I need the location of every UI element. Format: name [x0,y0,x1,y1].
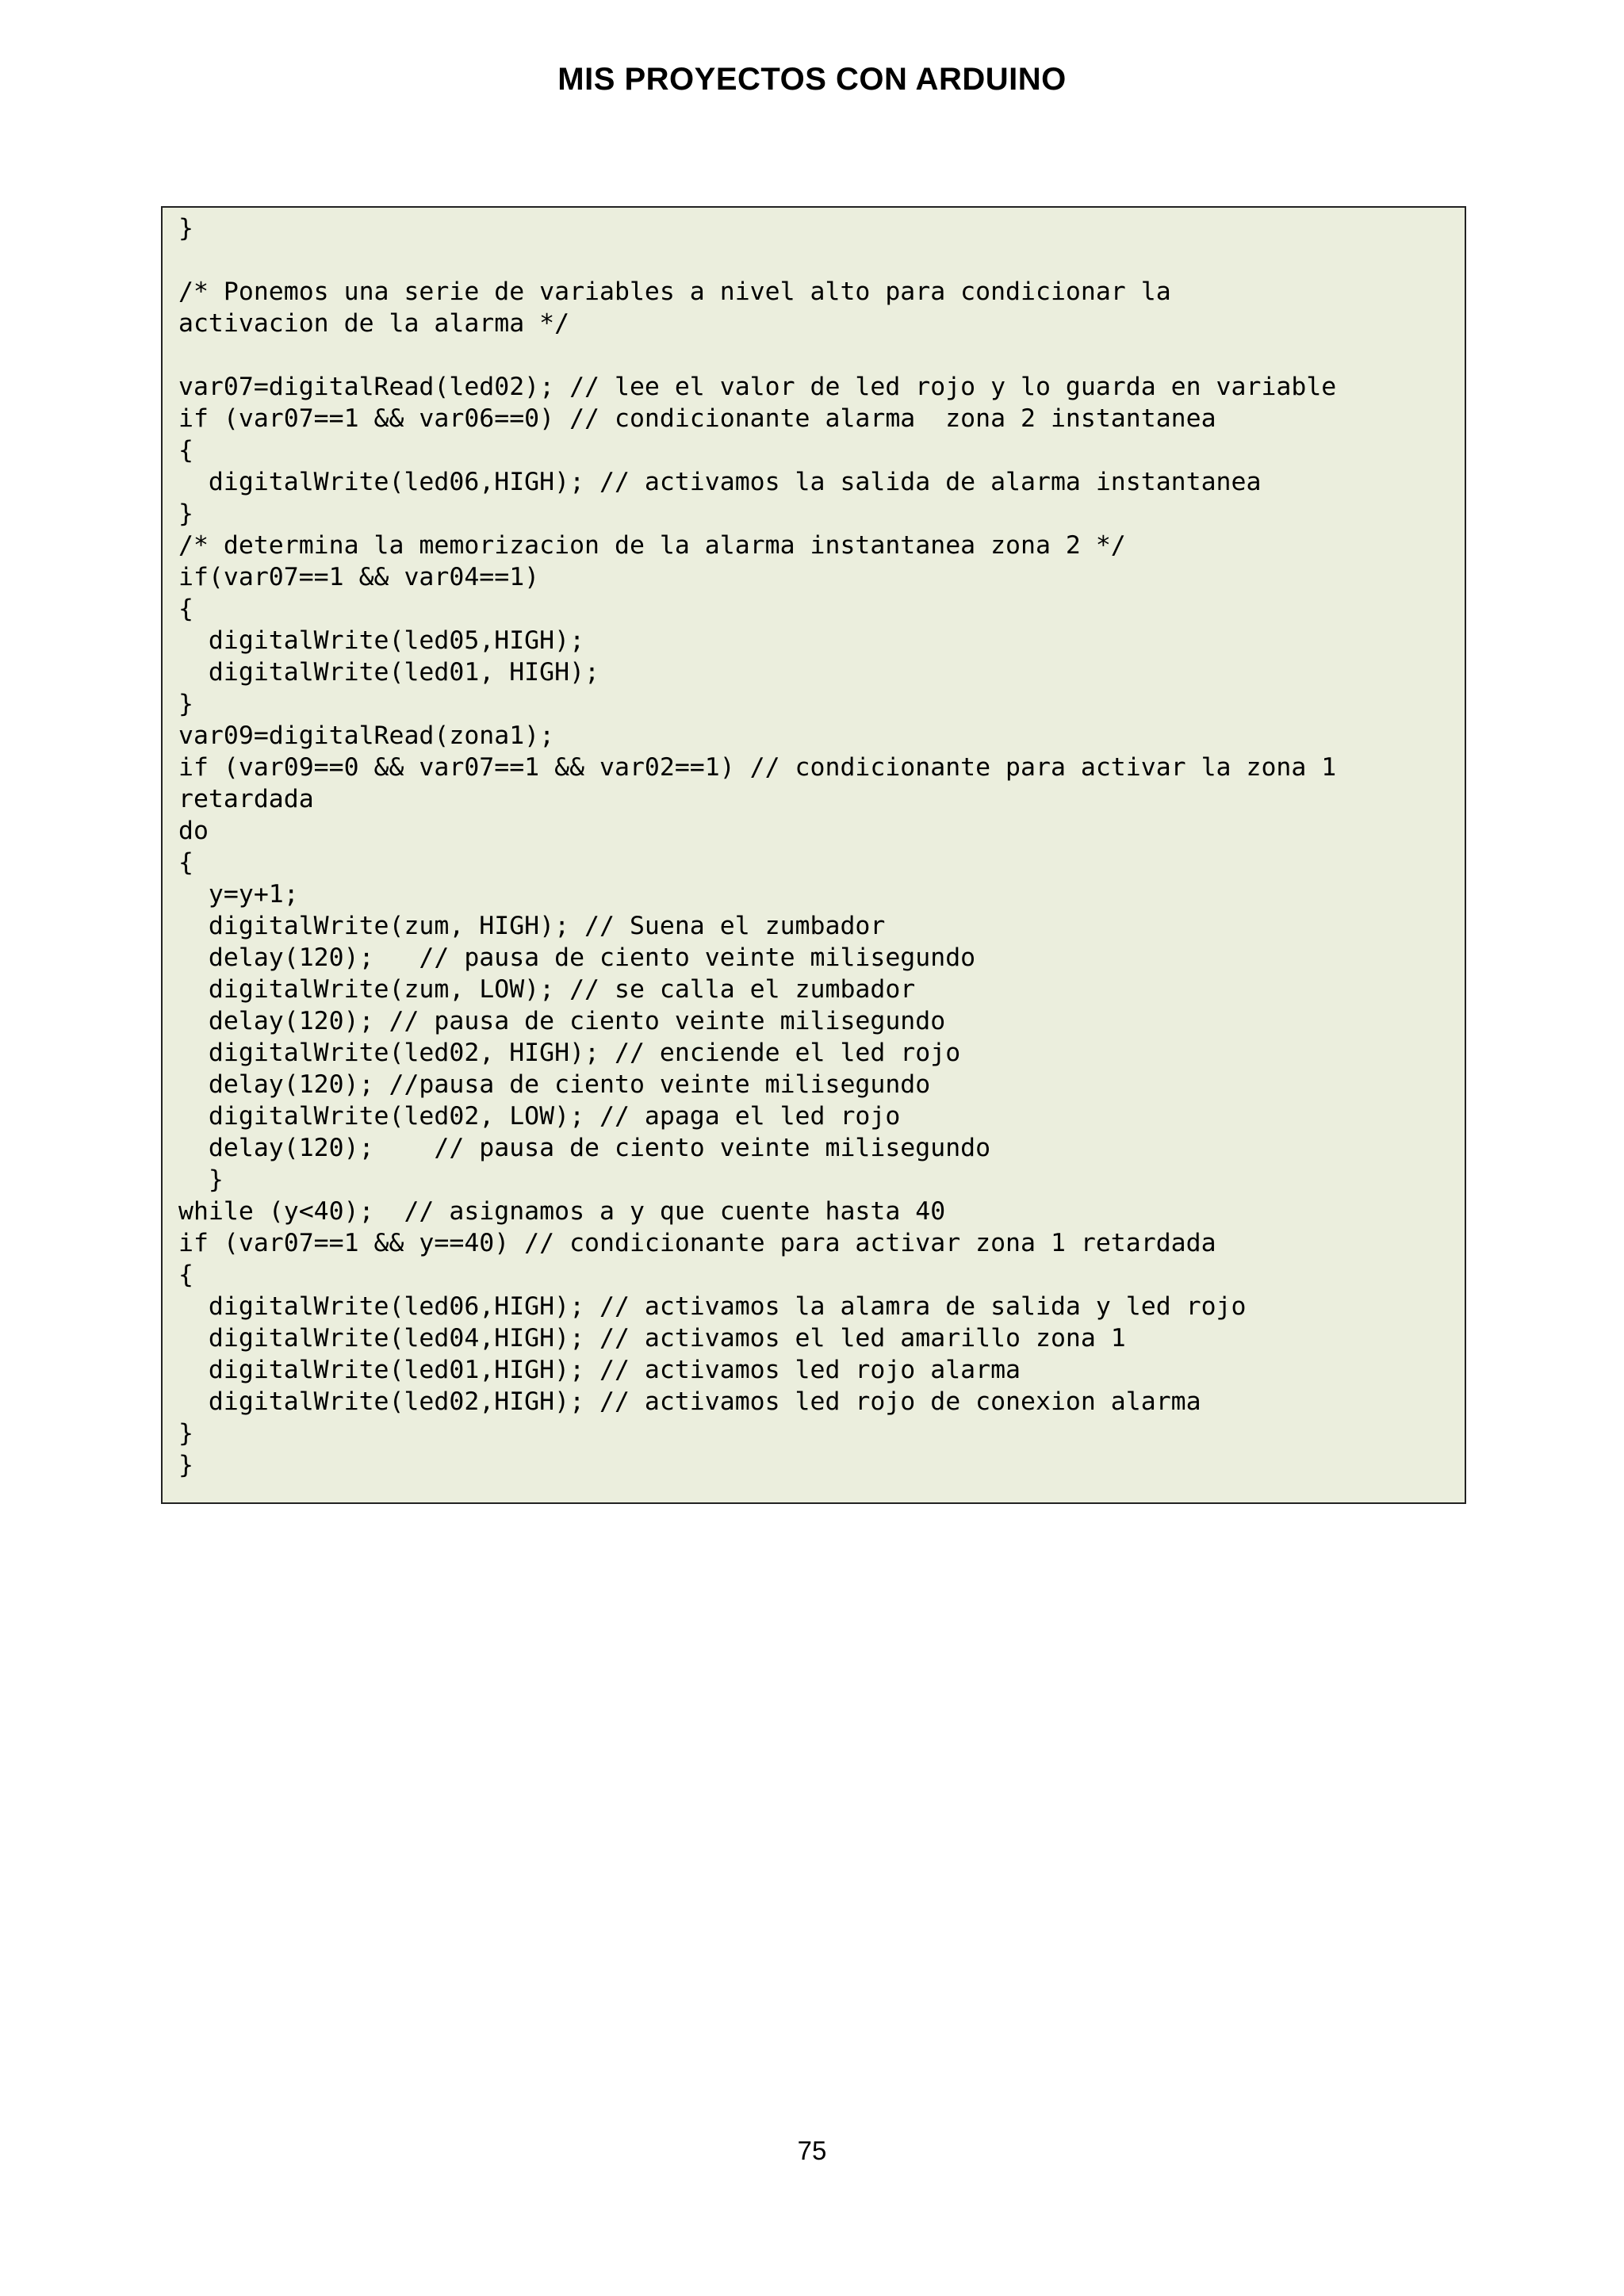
code-line: digitalWrite(led02, LOW); // apaga el led rojo [178,1102,901,1131]
code-line: } [178,214,193,243]
code-line: y=y+1; [178,880,299,909]
code-line: digitalWrite(zum, HIGH); // Suena el zumbador [178,912,886,940]
code-line: var09=digitalRead(zona1); [178,721,555,750]
code-line [178,339,1465,371]
code-line: } [178,1419,193,1448]
code-line: digitalWrite(zum, LOW); // se calla el zumbador [178,975,916,1004]
code-line: } [178,690,193,718]
code-line: digitalWrite(led02,HIGH); // activamos led rojo de conexion alarma [178,1387,1201,1416]
code-line: retardada [178,785,314,813]
code-line: if (var07==1 && var06==0) // condicionante alarma zona 2 instantanea [178,404,1216,433]
code-line: { [178,848,193,877]
code-line: digitalWrite(led06,HIGH); // activamos la salida de alarma instantanea [178,468,1262,496]
page-header-title: MIS PROYECTOS CON ARDUINO [557,62,1067,97]
code-line: { [178,1261,193,1289]
code-line: digitalWrite(led01,HIGH); // activamos led rojo alarma [178,1356,1021,1384]
code-line: digitalWrite(led02, HIGH); // enciende el led rojo [178,1039,961,1067]
code-line: if (var09==0 && var07==1 && var02==1) // condicionante para activar la zona 1 [178,753,1337,782]
code-line: digitalWrite(led04,HIGH); // activamos el led amarillo zona 1 [178,1324,1126,1353]
code-line: /* determina la memorizacion de la alarma instantanea zona 2 */ [178,531,1126,560]
code-line: digitalWrite(led01, HIGH); [178,658,600,687]
code-line: } [178,1165,224,1194]
code-listing-box [161,206,1466,1504]
code-line: { [178,595,193,623]
code-line: do [178,817,209,845]
code-line: digitalWrite(led06,HIGH); // activamos la alamra de salida y led rojo [178,1292,1247,1321]
code-line: var07=digitalRead(led02); // lee el valor de led rojo y lo guarda en variable [178,373,1337,401]
code-line: } [178,499,193,528]
code-line: delay(120); // pausa de ciento veinte milisegundo [178,943,976,972]
code-line: /* Ponemos una serie de variables a nivel alto para condicionar la [178,277,1171,306]
code-line: while (y<40); // asignamos a y que cuente hasta 40 [178,1197,946,1226]
code-line: if(var07==1 && var04==1) [178,563,540,591]
code-line: digitalWrite(led05,HIGH); [178,626,585,655]
code-line: delay(120); // pausa de ciento veinte milisegundo [178,1007,946,1035]
code-line: } [178,1451,193,1479]
code-line: activacion de la alarma */ [178,309,570,338]
code-line [178,244,1465,276]
code-line: delay(120); //pausa de ciento veinte milisegundo [178,1070,931,1099]
code-line: { [178,436,193,465]
page-number: 75 [797,2136,827,2165]
code-line: if (var07==1 && y==40) // condicionante para activar zona 1 retardada [178,1229,1216,1257]
code-line: delay(120); // pausa de ciento veinte milisegundo [178,1134,991,1162]
